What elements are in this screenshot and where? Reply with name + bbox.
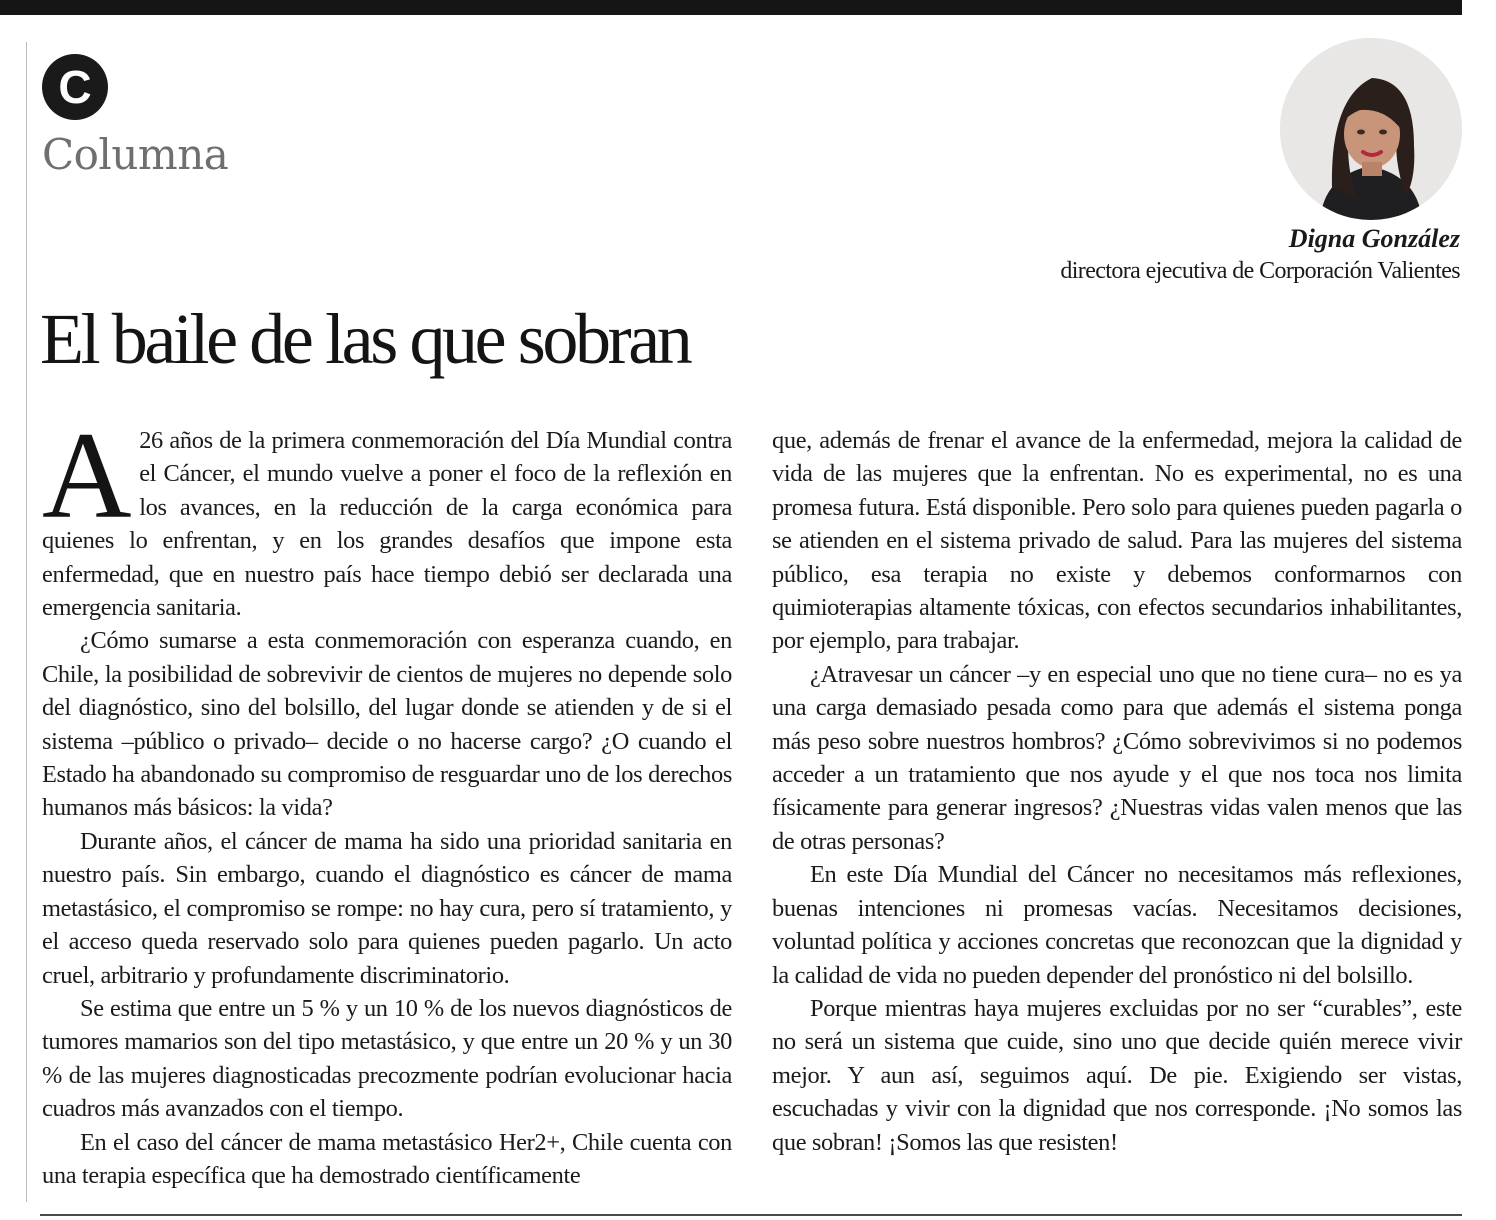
column-badge xyxy=(42,54,108,120)
article-paragraph: Se estima que entre un 5 % y un 10 % de los nuevos diagnósticos de tumores mamarios son del tipo metastásico, y que entre un 20 % y un 30 % de las mujeres diagnosticadas precozmente podrían evolucionar hacia cuadros más avanzados con el tiempo. xyxy=(42,994,732,1123)
article-paragraph: ¿Cómo sumarse a esta conmemoración con esperanza cuando, en Chile, la posibilidad de sobrevivir de cientos de mujeres no depende solo del diagnóstico, sino del bolsillo, del lugar donde se atienden y de si el sistema –público o privado– decide o no hacerse cargo? ¿O cuando el Estado ha abandonado su compromiso de resguardar uno de los derechos humanos más básicos: la vida? xyxy=(42,627,732,822)
article-paragraph: Porque mientras haya mujeres excluidas por no ser “curables”, este no será un sistema que cuide, sino uno que decide quién merece vivir mejor. Y aun así, seguimos aquí. De pie. Exigiendo ser vistas, escuchadas y vivir con la dignidad que nos corresponde. ¡No somos las que sobran! ¡Somos las que resisten! xyxy=(772,994,1462,1156)
author-role: directora ejecutiva de Corporación Valientes xyxy=(1060,258,1460,284)
drop-cap: A xyxy=(42,407,132,544)
article-paragraph: que, además de frenar el avance de la enfermedad, mejora la calidad de vida de las mujeres que la enfrentan. No es experimental, no es una promesa futura. Está disponible. Pero solo para quienes pueden pagarla o se atienden en el sistema privado de salud. Para las mujeres del sistema público, esa terapia no existe y debemos conformarnos con quimioterapias altamente tóxicas, con efectos secundarios inhabilitantes, por ejemplo, para trabajar. xyxy=(772,427,1462,655)
article-column-right xyxy=(772,424,1462,1159)
badge-letter: C xyxy=(58,61,92,113)
article-paragraph: En el caso del cáncer de mama metastásico Her2+, Chile cuenta con una terapia específica que ha demostrado científicamente xyxy=(42,1128,732,1189)
paragraph-text: 26 años de la primera conmemoración del Día Mundial contra el Cáncer, el mundo vuelve a poner el foco de la reflexión en los avances, en la reducción de la carga económica para quienes lo enfrentan, y en los grandes desafíos que impone esta enfermedad, que en nuestro país hace tiempo debió ser declarada una emergencia sanitaria. xyxy=(42,427,732,622)
article-headline: El baile de las que sobran xyxy=(40,299,690,379)
article-paragraph: ¿Atravesar un cáncer –y en especial uno que no tiene cura– no es ya una carga demasiado pesada como para que además el sistema ponga más peso sobre nuestros hombros? ¿Cómo sobrevivimos si no podemos acceder a un tratamiento que nos ayude y el que nos toca nos limita físicamente para generar ingresos? ¿Nuestras vidas valen menos que las de otras personas? xyxy=(772,660,1462,855)
article-paragraph: Durante años, el cáncer de mama ha sido una prioridad sanitaria en nuestro país. Sin embargo, cuando el diagnóstico es cáncer de mama metastásico, el compromiso se rompe: no hay cura, pero sí tratamiento, y el acceso queda reservado solo para quienes pueden pagarlo. Un acto cruel, arbitrario y profundamente discriminatorio. xyxy=(42,827,732,989)
article-paragraph xyxy=(42,407,732,624)
left-margin-rule xyxy=(26,42,27,1202)
bottom-rule xyxy=(40,1214,1462,1216)
article-column-left xyxy=(42,407,732,1192)
author-portrait-icon xyxy=(1280,38,1462,220)
author-photo xyxy=(1280,38,1462,220)
top-rule xyxy=(0,0,1462,15)
article-paragraph: En este Día Mundial del Cáncer no necesitamos más reflexiones, buenas intenciones ni promesas vacías. Necesitamos decisiones, voluntad política y acciones concretas que reconozcan que la dignidad y la calidad de vida no pueden depender del pronóstico ni del bolsillo. xyxy=(772,861,1462,989)
section-label: Columna xyxy=(42,130,229,179)
author-name: Digna González xyxy=(1288,224,1460,253)
